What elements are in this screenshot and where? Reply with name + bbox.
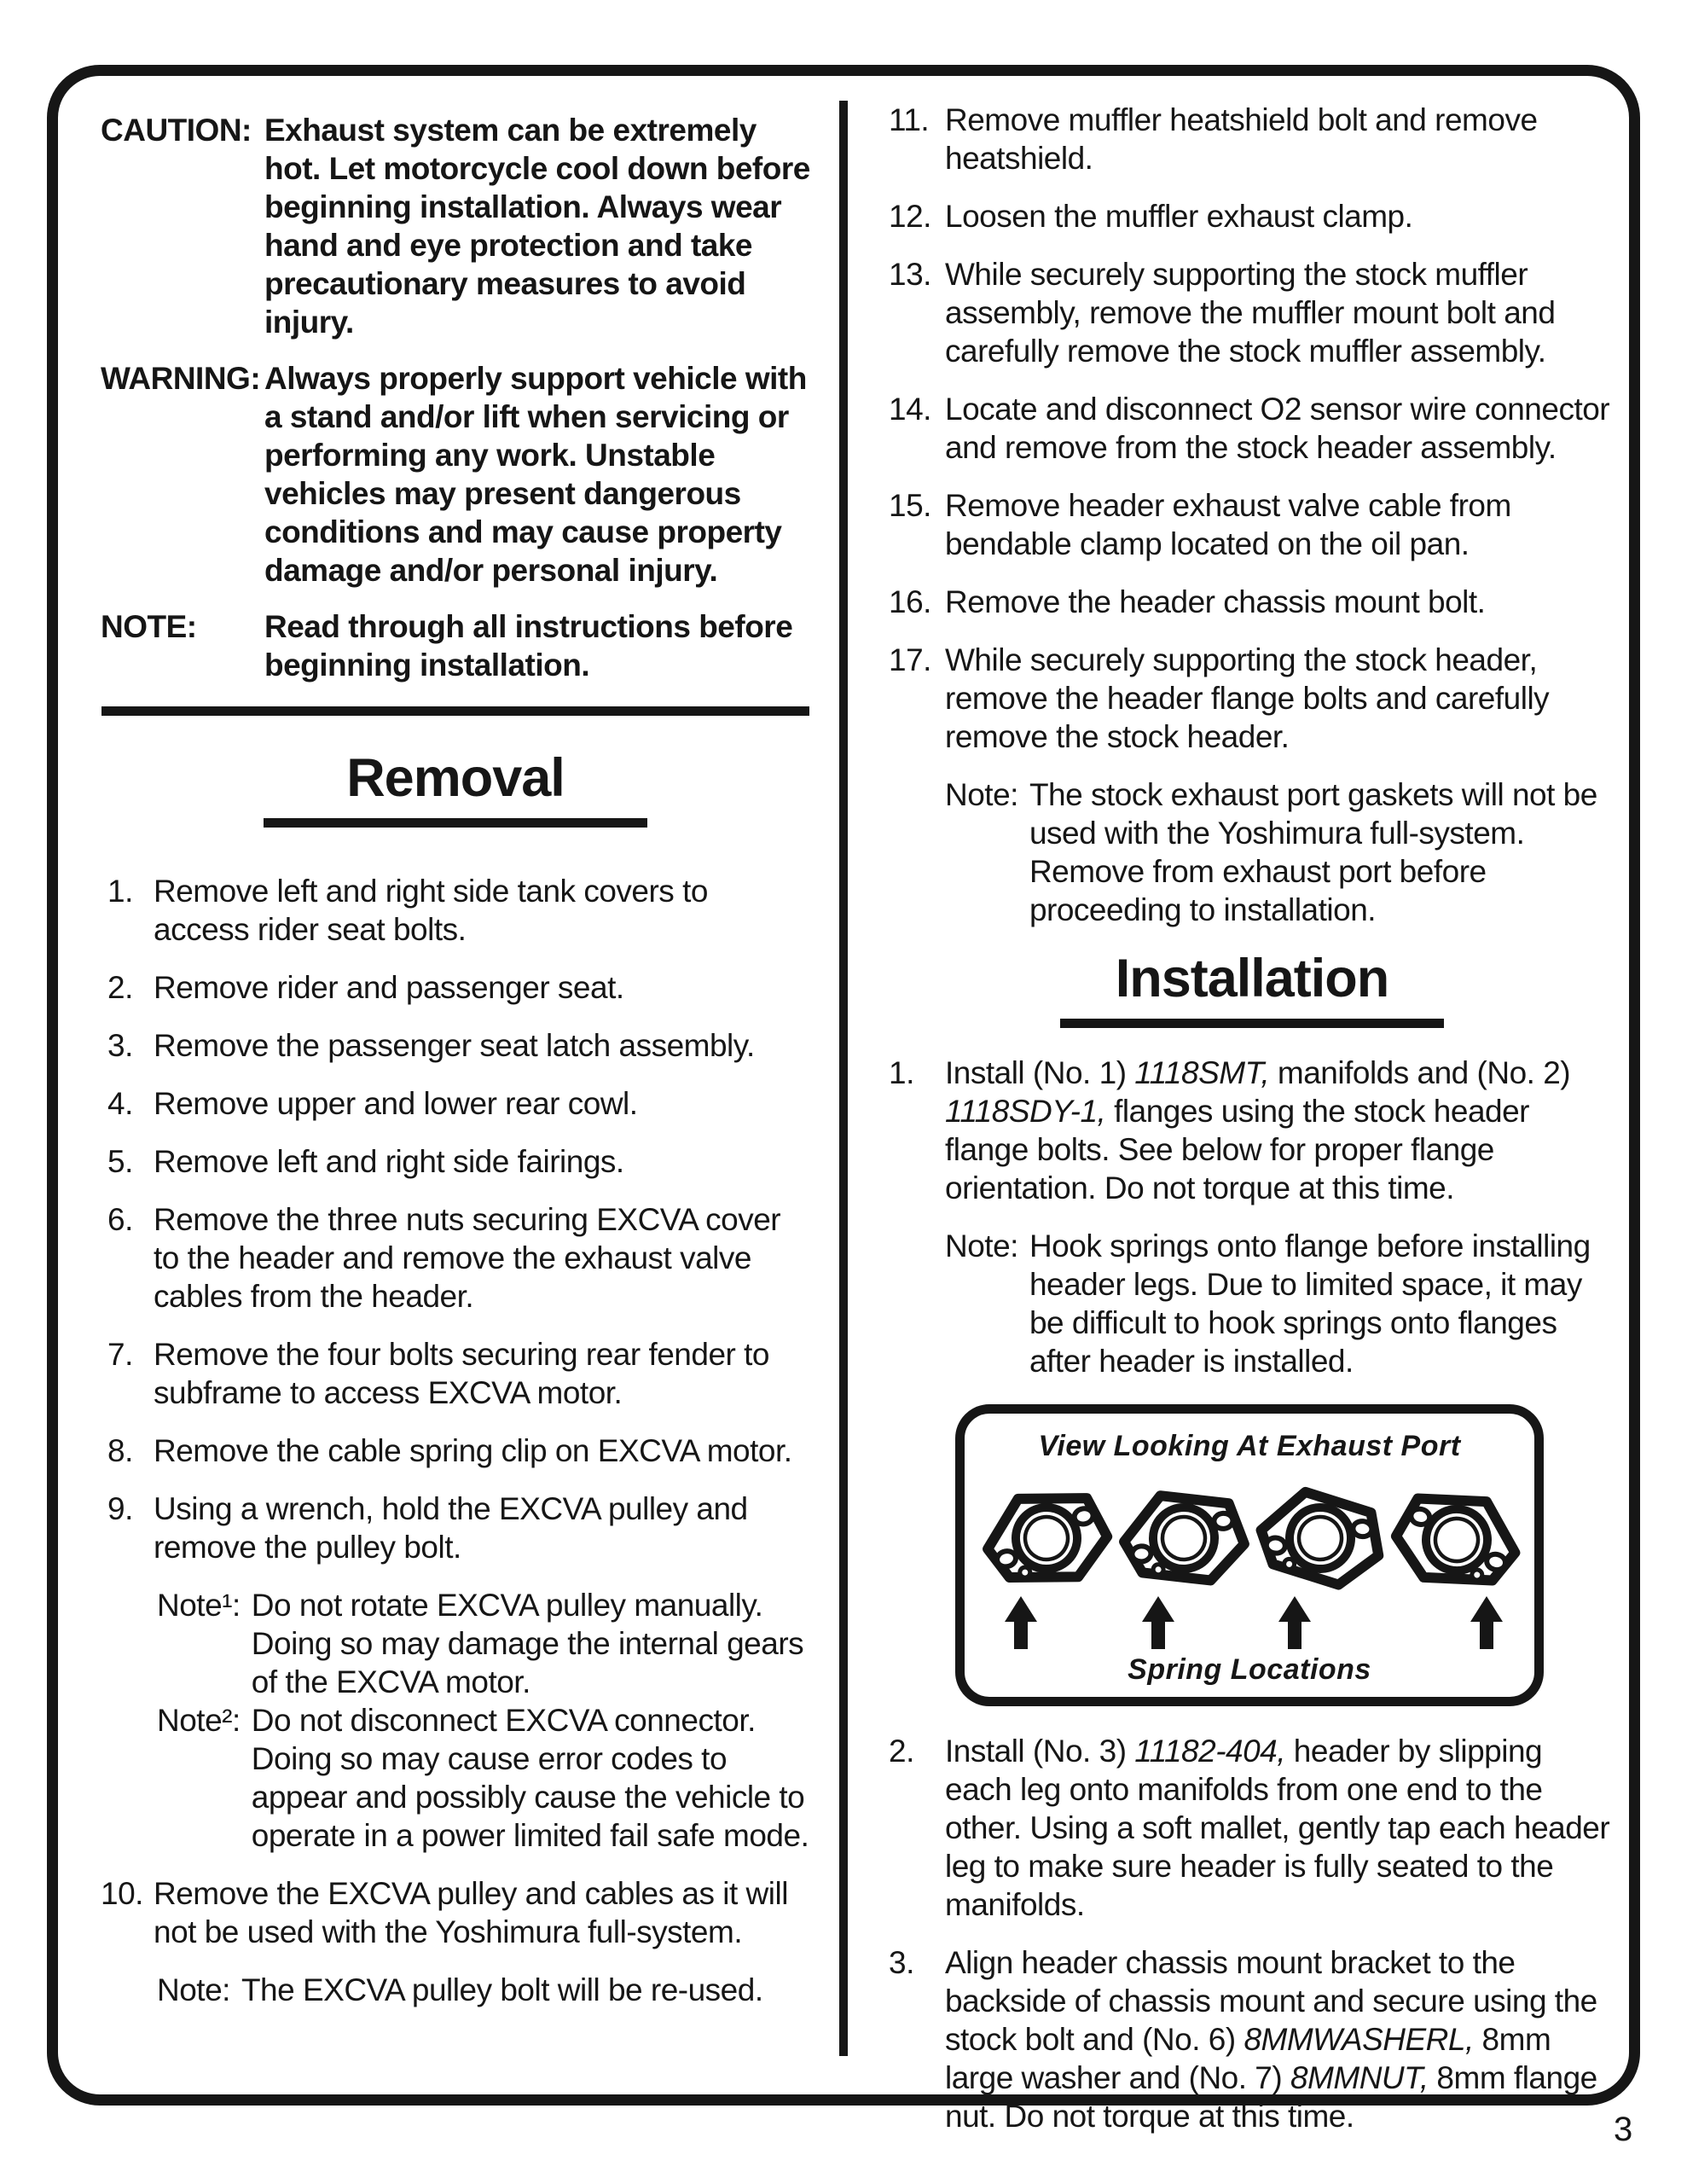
diagram-caption: Spring Locations xyxy=(1128,1653,1371,1686)
item-number: 6. xyxy=(107,1202,133,1237)
note-1-text: Do not rotate EXCVA pulley manually. Doing so may damage the internal gears of the EXCVA motor. xyxy=(251,1588,804,1699)
removal-title: Removal xyxy=(346,748,565,808)
note-pulley-bolt-label: Note: xyxy=(157,1972,230,2007)
column-divider xyxy=(839,101,848,2056)
item-text: Remove the passenger seat latch assembly. xyxy=(154,1028,755,1063)
left-column xyxy=(101,111,810,2029)
installation-heading xyxy=(889,949,1615,1028)
list-item xyxy=(101,1084,810,1123)
item-text: Remove the four bolts securing rear fender to subframe to access EXCVA motor. xyxy=(154,1337,769,1410)
item-text: Remove left and right side fairings. xyxy=(154,1144,624,1179)
item-number: 13. xyxy=(889,257,931,292)
item-text: Remove upper and lower rear cowl. xyxy=(154,1086,638,1121)
list-item xyxy=(889,1943,1615,2135)
item-number: 16. xyxy=(889,584,931,619)
list-item xyxy=(101,1142,810,1181)
item-number: 2. xyxy=(107,970,133,1005)
item-text: Remove the EXCVA pulley and cables as it will not be used with the Yoshimura full-system. xyxy=(154,1876,788,1949)
item-number: 10. xyxy=(101,1876,143,1911)
flange-1 xyxy=(979,1483,1115,1594)
flange-2 xyxy=(1121,1489,1248,1588)
item-text: Using a wrench, hold the EXCVA pulley and remove the pulley bolt. xyxy=(154,1491,748,1565)
note-2-label: Note²: xyxy=(157,1703,241,1738)
page-number: 3 xyxy=(1614,2111,1633,2148)
item-number: 1. xyxy=(889,1055,914,1090)
note-pulley-bolt-text: The EXCVA pulley bolt will be re-used. xyxy=(241,1972,763,2007)
item-text: While securely supporting the stock header, remove the header flange bolts and carefully remove the stock header. xyxy=(945,642,1550,754)
note-gaskets-label: Note: xyxy=(945,777,1018,812)
item-text: Remove the cable spring clip on EXCVA motor. xyxy=(154,1433,792,1468)
item-number: 7. xyxy=(107,1337,133,1372)
note-springs-text: Hook springs onto flange before installing header legs. Due to limited space, it may be difficult to hook springs onto flanges after header is installed. xyxy=(1029,1228,1591,1379)
item-number: 17. xyxy=(889,642,931,677)
flange-4 xyxy=(1388,1483,1522,1598)
note-text: Read through all instructions before beginning installation. xyxy=(264,609,793,682)
list-item xyxy=(101,1874,810,1951)
list-item xyxy=(889,1732,1615,1924)
item-text: Remove rider and passenger seat. xyxy=(154,970,624,1005)
up-arrow-icon xyxy=(1142,1596,1174,1649)
list-item xyxy=(889,197,1615,235)
list-item xyxy=(101,968,810,1007)
list-item xyxy=(101,1335,810,1412)
item-text: Loosen the muffler exhaust clamp. xyxy=(945,199,1413,234)
list-item xyxy=(889,486,1615,563)
item-number: 5. xyxy=(107,1144,133,1179)
removal-heading xyxy=(101,748,810,828)
removal-title-underline xyxy=(264,818,647,828)
list-item xyxy=(101,1432,810,1470)
item-text: While securely supporting the stock muffler assembly, remove the muffler mount bolt and carefully remove the stock muffler assembly. xyxy=(945,257,1556,369)
installation-title-underline xyxy=(1060,1019,1444,1028)
note-gaskets xyxy=(945,775,1615,929)
list-item xyxy=(889,1054,1615,1207)
item-number: 3. xyxy=(107,1028,133,1063)
item-text: Remove muffler heatshield bolt and remove heatshield. xyxy=(945,102,1538,176)
list-item xyxy=(889,390,1615,467)
item-text: Align header chassis mount bracket to the backside of chassis mount and secure using the stock bolt and (No. 6) 8MMWASHERL, 8mm large washer and (No. 7) 8MMNUT, 8mm flange nut. Do not torque at this time. xyxy=(945,1945,1597,2134)
note-1-label: Note¹: xyxy=(157,1588,241,1623)
list-item xyxy=(101,1490,810,1566)
warning-label: WARNING: xyxy=(101,361,261,396)
item-text: Remove left and right side tank covers to access rider seat bolts. xyxy=(154,874,708,947)
item-number: 4. xyxy=(107,1086,133,1121)
item-text: Remove the three nuts securing EXCVA cover to the header and remove the exhaust valve cables from the header. xyxy=(154,1202,781,1314)
up-arrow-icon xyxy=(1005,1596,1037,1649)
list-item xyxy=(889,641,1615,756)
up-arrow-icon xyxy=(1470,1596,1503,1649)
list-item xyxy=(889,101,1615,177)
note-springs xyxy=(945,1227,1615,1380)
note-gaskets-text: The stock exhaust port gaskets will not be used with the Yoshimura full-system. Remove from exhaust port before proceeding to installation. xyxy=(1029,777,1597,927)
item-number: 14. xyxy=(889,392,931,427)
item-number: 3. xyxy=(889,1945,914,1980)
section-divider xyxy=(101,706,809,716)
list-item xyxy=(889,583,1615,621)
item-text: Remove header exhaust valve cable from bendable clamp located on the oil pan. xyxy=(945,488,1511,561)
item-number: 11. xyxy=(889,102,930,137)
spring-location-diagram xyxy=(955,1404,1544,1706)
list-item xyxy=(101,872,810,949)
right-column xyxy=(889,101,1615,2155)
up-arrow-icon xyxy=(1278,1596,1311,1649)
diagram-title: View Looking At Exhaust Port xyxy=(1038,1430,1461,1462)
item-text: Locate and disconnect O2 sensor wire connector and remove from the stock header assembly. xyxy=(945,392,1610,465)
item-number: 8. xyxy=(107,1433,133,1468)
caution-text: Exhaust system can be extremely hot. Let motorcycle cool down before beginning installation. Always wear hand and eye protection and take precautionary measures to avoid injury. xyxy=(264,113,810,340)
list-item xyxy=(101,1026,810,1065)
installation-title: Installation xyxy=(1115,949,1389,1008)
list-item xyxy=(889,255,1615,370)
note-block xyxy=(101,607,810,684)
caution-label: CAUTION: xyxy=(101,113,252,148)
note-label: NOTE: xyxy=(101,609,197,644)
flange-3 xyxy=(1256,1488,1384,1589)
note-pulley-bolt xyxy=(157,1971,810,2009)
exhaust-flange-illustration xyxy=(977,1470,1522,1651)
item-number: 15. xyxy=(889,488,931,523)
item-text: Remove the header chassis mount bolt. xyxy=(945,584,1486,619)
item-text: Install (No. 1) 1118SMT, manifolds and (No. 2) 1118SDY-1, flanges using the stock header flange bolts. See below for proper flange orientation. Do not torque at this time. xyxy=(945,1055,1571,1205)
warning-text: Always properly support vehicle with a stand and/or lift when servicing or performing any work. Unstable vehicles may present dangerous conditions and may cause property damage and/or personal injury. xyxy=(264,361,807,588)
warning-block xyxy=(101,359,810,590)
item-number: 2. xyxy=(889,1734,914,1769)
item-number: 1. xyxy=(107,874,133,909)
note-1 xyxy=(157,1586,810,1701)
item-text: Install (No. 3) 11182-404, header by slipping each leg onto manifolds from one end to the other. Using a soft mallet, gently tap each header leg to make sure header is fully seated to the manifolds. xyxy=(945,1734,1610,1922)
item-number: 12. xyxy=(889,199,931,234)
item-number: 9. xyxy=(107,1491,133,1526)
caution-block xyxy=(101,111,810,341)
list-item xyxy=(101,1200,810,1316)
note-2-text: Do not disconnect EXCVA connector. Doing so may cause error codes to appear and possibly cause the vehicle to operate in a power limited fail safe mode. xyxy=(251,1703,809,1853)
note-2 xyxy=(157,1701,810,1855)
note-springs-label: Note: xyxy=(945,1228,1018,1263)
